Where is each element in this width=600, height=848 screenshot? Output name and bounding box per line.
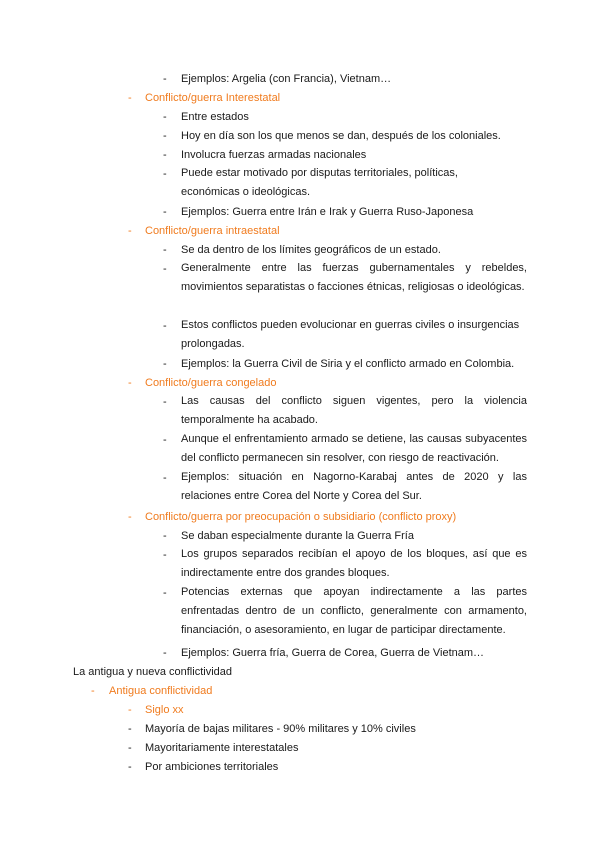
bullet-dash: - (91, 685, 95, 697)
bullet-dash: - (163, 73, 167, 85)
list-item: Generalmente entre las fuerzas gubernamentales y rebeldes, movimientos separatistas o facciones étnicas, religiosas o ideológicas. (181, 262, 527, 293)
list-item: Las causas del conflicto siguen vigentes, pero la violencia temporalmente ha acabado. (181, 395, 527, 426)
bullet-dash: - (163, 530, 167, 542)
bullet-dash: - (163, 149, 167, 161)
bullet-dash: - (128, 704, 132, 716)
list-item: Los grupos separados recibían el apoyo de los bloques, así que es indirectamente entre dos grandes bloques. (181, 548, 527, 579)
subsection-heading: Antigua conflictividad (109, 685, 213, 697)
bullet-dash: - (163, 358, 167, 370)
bullet-dash: - (163, 396, 167, 408)
bullet-dash: - (163, 168, 167, 180)
list-item: Se da dentro de los límites geográficos de un estado. (181, 244, 441, 256)
list-item: Por ambiciones territoriales (145, 761, 279, 773)
bullet-dash: - (128, 723, 132, 735)
list-item: Se daban especialmente durante la Guerra Fría (181, 530, 414, 542)
bullet-dash: - (163, 472, 167, 484)
list-item: Ejemplos: Guerra entre Irán e Irak y Guerra Ruso-Japonesa (181, 206, 474, 218)
bullet-dash: - (163, 434, 167, 446)
bullet-dash: - (163, 111, 167, 123)
list-item: Potencias externas que apoyan indirectamente a las partes enfrentadas dentro de un conflicto, generalmente con armamento, financiación, o asesoramiento, en lugar de participar directamente. (181, 586, 527, 636)
list-item: Mayoritariamente interestatales (145, 742, 299, 754)
bullet-dash: - (163, 587, 167, 599)
bullet-dash: - (163, 263, 167, 275)
section-heading-proxy: Conflicto/guerra por preocupación o subsidiario (conflicto proxy) (145, 511, 457, 523)
list-item: Ejemplos: Guerra fría, Guerra de Corea, Guerra de Vietnam… (181, 647, 485, 659)
bullet-dash: - (128, 742, 132, 754)
bullet-dash: - (163, 206, 167, 218)
bullet-dash: - (128, 511, 132, 523)
list-item: Entre estados (181, 111, 249, 123)
list-item: Involucra fuerzas armadas nacionales (181, 149, 367, 161)
bullet-dash: - (163, 130, 167, 142)
list-item: Hoy en día son los que menos se dan, después de los coloniales. (181, 130, 501, 142)
section-heading-intraestatal: Conflicto/guerra intraestatal (145, 225, 280, 237)
bullet-dash: - (128, 761, 132, 773)
list-item: Ejemplos: Argelia (con Francia), Vietnam… (181, 73, 392, 85)
list-item: Ejemplos: situación en Nagorno-Karabaj antes de 2020 y las relaciones entre Corea del Norte y Corea del Sur. (181, 471, 527, 502)
bullet-dash: - (163, 320, 167, 332)
bullet-dash: - (163, 549, 167, 561)
bullet-dash: - (163, 244, 167, 256)
bullet-dash: - (128, 92, 132, 104)
section-title: La antigua y nueva conflictividad (73, 666, 232, 678)
list-item: Mayoría de bajas militares - 90% militares y 10% civiles (145, 723, 416, 735)
bullet-dash: - (163, 647, 167, 659)
list-item: Estos conflictos pueden evolucionar en guerras civiles o insurgencias prolongadas. (181, 319, 520, 350)
list-item: Aunque el enfrentamiento armado se detiene, las causas subyacentes del conflicto permanecen sin resolver, con riesgo de reactivación. (181, 433, 527, 464)
bullet-dash: - (128, 377, 132, 389)
section-heading-interestatal: Conflicto/guerra Interestatal (145, 92, 281, 104)
section-heading-congelado: Conflicto/guerra congelado (145, 377, 277, 389)
list-item: Puede estar motivado por disputas territoriales, políticas, económicas o ideológicas. (181, 167, 458, 198)
list-item: Ejemplos: la Guerra Civil de Siria y el conflicto armado en Colombia. (181, 358, 515, 370)
bullet-dash: - (128, 225, 132, 237)
list-item: Siglo xx (145, 704, 184, 716)
